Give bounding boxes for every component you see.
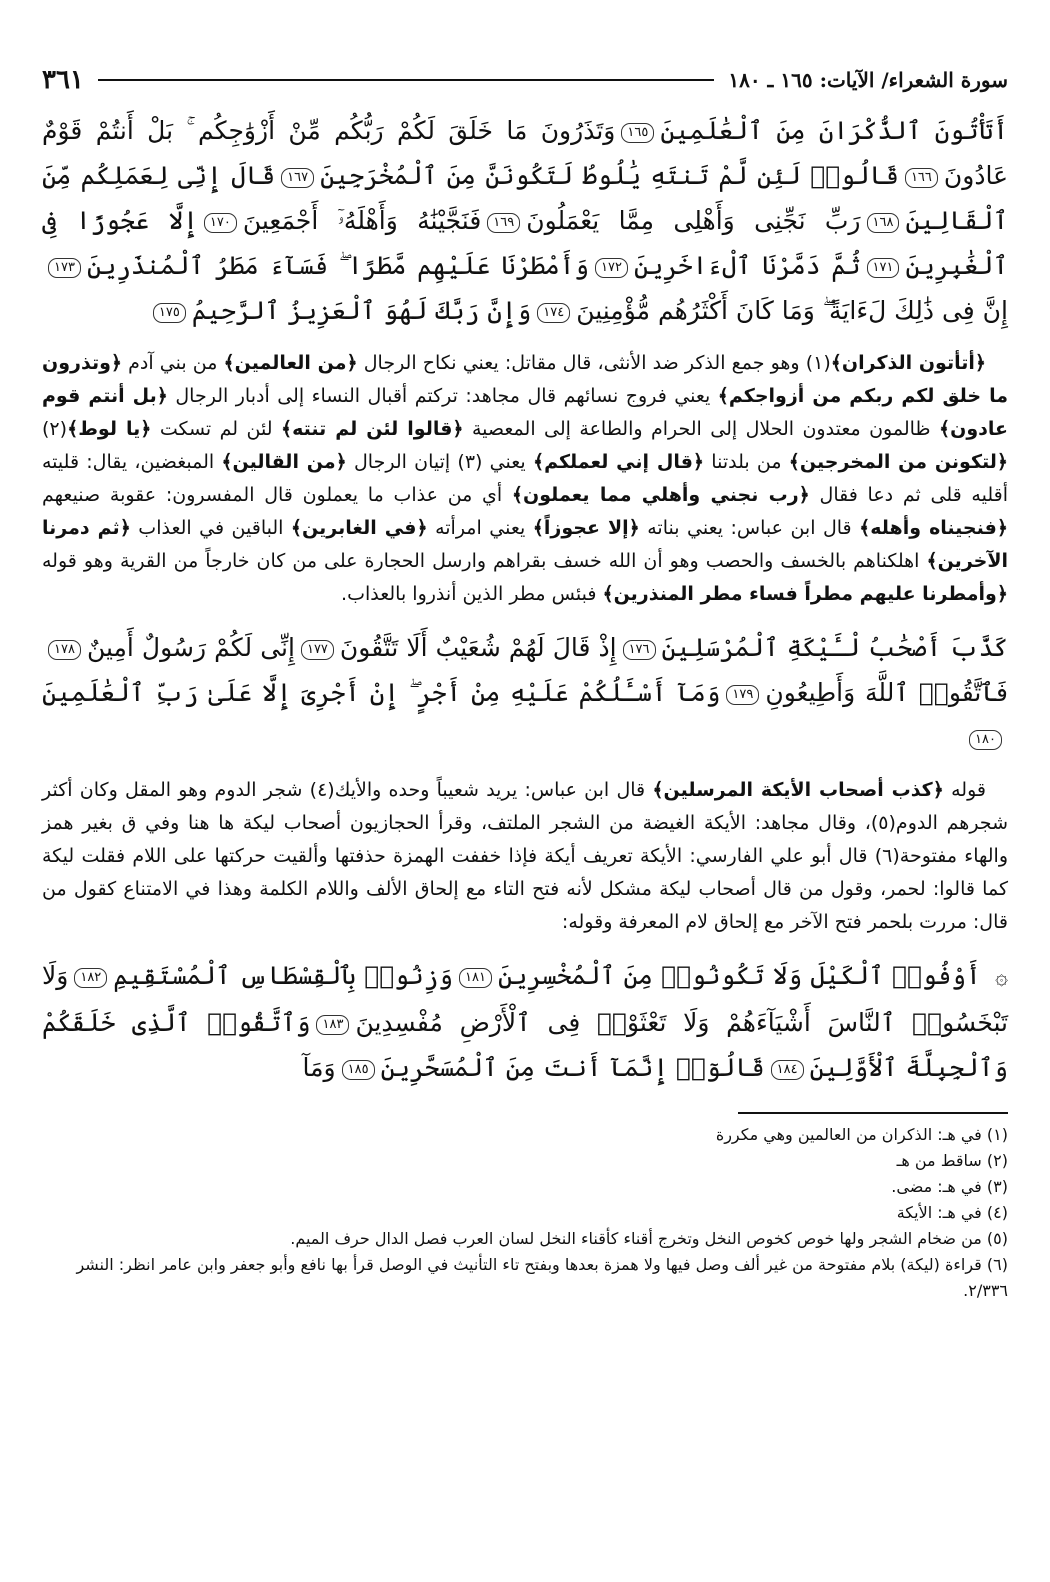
verse-number: ١٨٣ (316, 1015, 349, 1035)
verse-text: قَالُوٓا۟ إِنَّمَآ أَنتَ مِنَ ٱلْمُسَحَّرِينَ (380, 1053, 765, 1082)
verse-number: ١٨١ (459, 968, 492, 988)
footnote-item: (٢) ساقط من هـ (896, 1151, 1008, 1170)
commentary-text: يعني فروج نسائهم قال مجاهد: تركتم أقبال النساء إلى أدبار الرجال (167, 385, 718, 407)
verse-number: ١٧٥ (153, 303, 186, 323)
commentary-text: اهلكناهم بالخسف والحصب وهو أن الله خسف بقراهم وارسل الحجارة على من كان خارجاً من القرية وهو قوله (42, 550, 927, 572)
verse-number: ١٧٩ (726, 685, 759, 705)
verse-text: قَالَ إِنِّى لِعَمَلِكُم مِّنَ ٱلْقَالِينَ (42, 161, 1008, 235)
verse-number: ١٦٥ (621, 123, 654, 143)
verse-number: ١٨٤ (771, 1060, 804, 1080)
verse-number: ١٧١ (867, 258, 900, 278)
commentary-text: قال ابن عباس: يعني بناته (639, 517, 860, 539)
commentary-paragraph-2 (42, 774, 1008, 939)
quoted-verse-phrase: ﴿لتكونن من المخرجين﴾ (788, 451, 1009, 473)
footnotes (42, 1122, 1008, 1304)
commentary-text: قال ابن عباس: يريد شعيباً وحده والأيك(٤) شجر الدوم وهو المقل وكان أكثر شجرهم الدوم(٥)، وقال مجاهد: الأيكة الغيضة من الشجر الملتف، وقرأ الحجازيون أصحاب ليكة ها هنا وفي ق بغير همز والهاء مفتوحة(٦) قال أبو علي الفارسي: الأيكة تعريف أيكة فإذا خففت الهمزة حذفتها وألقيت حركتها على اللام فقلت ليكة كما قالوا: لحمر، وقول من قال أصحاب ليكة مشكل لأنه فتح التاء مع إلحاق الألف واللام الكلمة وهذا في الامتناع كقول من قال: مررت بلحمر فتح الآخر مع إلحاق لام المعرفة وقوله: (42, 779, 1009, 933)
verse-text: وَزِنُوا۟ بِٱلْقِسْطَاسِ ٱلْمُسْتَقِيمِ (113, 961, 454, 990)
verse-number: ١٨٠ (969, 730, 1002, 750)
quoted-verse-phrase: ﴿أتأتون الذكران﴾ (830, 352, 986, 374)
verse-number: ١٧٠ (204, 213, 237, 233)
quoted-verse-phrase: ﴿إلا عجوزاً﴾ (532, 517, 640, 539)
verse-text: إِنِّى لَكُمْ رَسُولٌ أَمِينٌ (86, 633, 295, 662)
page-number: ٣٦١ (42, 65, 84, 95)
commentary-text: قوله (943, 779, 986, 801)
verse-text: وَلَا تَبْخَسُوا۟ ٱلنَّاسَ أَشْيَآءَهُمْ وَلَا تَعْثَوْا۟ فِى ٱلْأَرْضِ مُفْسِدِينَ (42, 961, 1008, 1037)
commentary-text: يعني امرأته (427, 517, 533, 539)
verse-number: ١٨٥ (342, 1060, 375, 1080)
verse-number: ١٧٢ (595, 258, 628, 278)
quoted-verse-phrase: ﴿قالوا لئن لم تنته﴾ (280, 418, 464, 440)
footnote-item: (٦) قراءة (ليكة) بلام مفتوحة من غير ألف وصل فيها ولا همزة بعدها وبفتح تاء التأنيث في الوصل قرأ بها نافع وأبو جعفر وابن عامر انظر: النشر ٢/٣٣٦. (76, 1255, 1008, 1300)
verse-number: ١٧٨ (48, 640, 81, 660)
footnote-item: (٣) في هـ: مضى. (891, 1177, 1008, 1196)
quoted-verse-phrase: ﴿وتذرون ما خلق لكم ربكم من أزواجكم﴾ (42, 352, 1008, 407)
verse-text: قَالُوا۟ لَئِن لَّمْ تَنتَهِ يَٰلُوطُ لَتَكُونَنَّ مِنَ ٱلْمُخْرَجِينَ (320, 161, 899, 190)
verse-number: ١٦٨ (867, 213, 900, 233)
commentary-text: لئن لم تسكت (151, 418, 281, 440)
quoted-verse-phrase: ﴿يا لوط﴾ (67, 418, 152, 440)
footnote-item: (٤) في هـ: الأيكة (896, 1203, 1008, 1222)
verse-number: ١٧٧ (301, 640, 334, 660)
footnote-separator (738, 1112, 1008, 1114)
quoted-verse-phrase: ﴿من العالمين﴾ (223, 352, 358, 374)
verse-text: وَتَذَرُونَ مَا خَلَقَ لَكُمْ رَبُّكُم مِّنْ أَزْوَٰجِكُم ۚ بَلْ أَنتُمْ قَوْمٌ عَادُونَ (42, 116, 1009, 190)
verse-text: فَنَجَّيْنَٰهُ وَأَهْلَهُۥٓ أَجْمَعِينَ (242, 206, 482, 235)
verse-text: إِلَّا عَجُوزًا فِى ٱلْغَٰبِرِينَ (42, 206, 1008, 280)
verse-text: إِنَّ فِى ذَٰلِكَ لَءَايَةً ۖ وَمَا كَانَ أَكْثَرُهُم مُّؤْمِنِينَ (576, 296, 1008, 325)
commentary-text: من بني آدم (122, 352, 224, 374)
verse-number: ١٦٩ (487, 213, 520, 233)
verse-number: ١٦٦ (905, 168, 938, 188)
quoted-verse-phrase: ﴿رب نجني وأهلي مما يعملون﴾ (511, 484, 810, 506)
commentary-text: يعني (٣) إتيان الرجال (346, 451, 533, 473)
quoted-verse-phrase: ﴿في الغابرين﴾ (290, 517, 428, 539)
quoted-verse-phrase: ﴿ثم دمرنا الآخرين﴾ (42, 517, 1008, 572)
verse-continuation: وَمَآ (302, 1053, 336, 1082)
verse-text: كَذَّبَ أَصْحَٰبُ لْـَٔيْكَةِ ٱلْمُرْسَلِينَ (661, 633, 1008, 662)
commentary-text: الباقين في العذاب (130, 517, 291, 539)
verse-number: ١٨٢ (74, 968, 107, 988)
quoted-verse-phrase: ﴿من القالين﴾ (221, 451, 347, 473)
commentary-text: (١) وهو جمع الذكر ضد الأنثى، قال مقاتل: يعني نكاح الرجال (357, 352, 831, 374)
quoted-verse-phrase: ﴿قال إني لعملكم﴾ (532, 451, 705, 473)
quoted-verse-phrase: ﴿كذب أصحاب الأيكة المرسلين﴾ (652, 779, 944, 801)
footnote-item: (٥) من ضخام الشجر ولها خوص كخوص النخل وتخرج أقناء كأقناء النخل لسان العرب فصل الدال حرف الميم. (290, 1229, 1008, 1248)
commentary-text: ظالمون معتدون الحلال إلى الحرام والطاعة إلى المعصية (463, 418, 939, 440)
verse-text: رَبِّ نَجِّنِى وَأَهْلِى مِمَّا يَعْمَلُونَ (526, 206, 861, 235)
verse-text: إِذْ قَالَ لَهُمْ شُعَيْبٌ أَلَا تَتَّقُونَ (339, 633, 617, 662)
quoted-verse-phrase: ﴿فنجيناه وأهله﴾ (859, 517, 1008, 539)
verse-number: ١٧٣ (48, 258, 81, 278)
verse-number: ١٧٦ (623, 640, 656, 660)
footnote-item: (١) في هـ: الذكران من العالمين وهي مكررة (715, 1125, 1008, 1144)
verse-text: وَإِنَّ رَبَّكَ لَهُوَ ٱلْعَزِيزُ ٱلرَّحِيمُ (191, 296, 532, 325)
verse-number: ١٧٤ (537, 303, 570, 323)
quran-verses-181-185 (42, 953, 1008, 1090)
header-title: سورة الشعراء/ الآيات: ١٦٥ ـ ١٨٠ (728, 68, 1008, 92)
page-header (42, 60, 1008, 100)
quoted-verse-phrase: ﴿بل أنتم قوم عادون﴾ (42, 385, 1009, 440)
verse-text: أَتَأْتُونَ ٱلذُّكْرَانَ مِنَ ٱلْعَٰلَمِينَ (660, 116, 1008, 145)
verse-number: ١٦٧ (281, 168, 314, 188)
commentary-text: من بلدتنا (704, 451, 789, 473)
verse-text: وَمَآ أَسْـَٔلُكُمْ عَلَيْهِ مِنْ أَجْرٍ ۖ إِنْ أَجْرِىَ إِلَّا عَلَىٰ رَبِّ ٱلْعَٰلَمِينَ (42, 678, 721, 707)
quran-verses-176-180 (42, 625, 1008, 760)
hizb-star-icon: ۞ (995, 965, 1008, 990)
commentary-text: فبئس مطر الذين أنذروا بالعذاب. (341, 583, 603, 605)
commentary-text: أي من عذاب ما يعملون قال المفسرون: عقوبة صنيعهم (42, 484, 512, 506)
quoted-verse-phrase: ﴿وأمطرنا عليهم مطراً فساء مطر المنذرين﴾ (602, 583, 1008, 605)
verse-text: وَٱتَّقُوا۟ ٱلَّذِى خَلَقَكُمْ وَٱلْجِبِلَّةَ ٱلْأَوَّلِينَ (42, 1008, 1008, 1082)
quran-verses-165-175 (42, 108, 1008, 333)
verse-text: وَأَمْطَرْنَا عَلَيْهِم مَّطَرًا ۖ فَسَآءَ مَطَرُ ٱلْمُنذَرِينَ (86, 251, 590, 280)
commentary-text: المبغضين، يقال: قليته أقليه قلى ثم دعا فقال (42, 451, 1009, 506)
book-page (42, 60, 1008, 1560)
verse-text: فَٱتَّقُوا۟ ٱللَّهَ وَأَطِيعُونِ (765, 678, 1008, 707)
header-rule (98, 79, 714, 81)
commentary-paragraph-1 (42, 347, 1008, 611)
commentary-text: (٢) (42, 418, 68, 440)
verse-text: ثُمَّ دَمَّرْنَا ٱلْءَاخَرِينَ (633, 251, 861, 280)
verse-text: أَوْفُوا۟ ٱلْكَيْلَ وَلَا تَكُونُوا۟ مِنَ ٱلْمُخْسِرِينَ (497, 961, 981, 990)
